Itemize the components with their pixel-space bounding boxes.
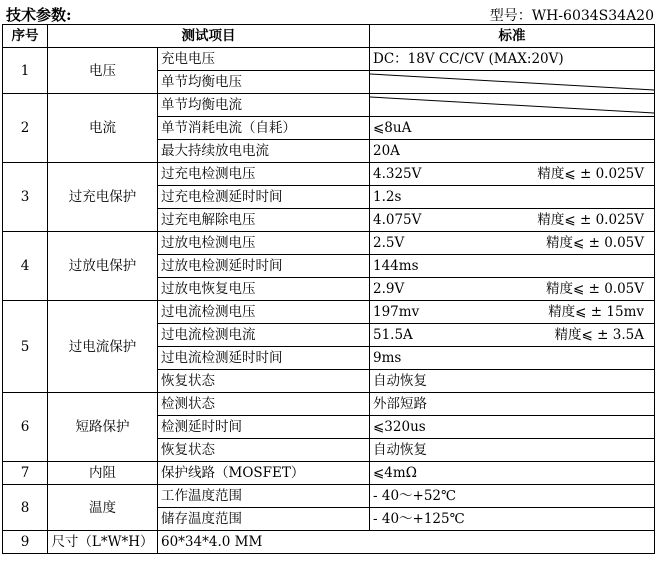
test-item: 过充电保护 [48, 163, 158, 232]
standard-cell [370, 485, 655, 508]
standard-cell [370, 462, 655, 485]
not-applicable-slash [370, 94, 654, 116]
standard-cell [370, 71, 655, 94]
not-applicable-slash [370, 71, 654, 93]
standard-value: 1.2s [373, 189, 402, 205]
parameter-name: 充电电压 [158, 48, 370, 71]
standard-value: ⩽320us [373, 419, 426, 435]
standard-cell [370, 232, 655, 255]
standard-value: 外部短路 [373, 396, 427, 412]
table-row [3, 301, 655, 324]
row-number: 8 [3, 485, 48, 531]
spec-table [2, 24, 655, 554]
parameter-name: 过充电检测延时时间 [158, 186, 370, 209]
test-item: 过放电保护 [48, 232, 158, 301]
standard-value: 197mv [373, 304, 420, 320]
accuracy-note: 精度⩽ ± 3.5A [554, 327, 644, 343]
standard-cell [370, 439, 655, 462]
parameter-name: 过充电检测电压 [158, 163, 370, 186]
header-item: 测试项目 [48, 25, 370, 48]
standard-cell [370, 416, 655, 439]
standard-value: 4.325V [373, 166, 422, 182]
standard-cell [370, 324, 655, 347]
table-row [3, 485, 655, 508]
standard-value: 51.5A [373, 327, 413, 343]
model-number: 型号：WH-6034S34A20 [489, 8, 654, 24]
parameter-name: 恢复状态 [158, 370, 370, 393]
standard-value: - 40～+125℃ [373, 511, 465, 527]
table-row [3, 531, 655, 554]
row-number: 9 [3, 531, 48, 554]
accuracy-note: 精度⩽ ± 0.05V [545, 235, 644, 251]
row-number: 5 [3, 301, 48, 393]
standard-value: ⩽4mΩ [373, 465, 417, 481]
parameter-name: 过电流检测延时时间 [158, 347, 370, 370]
standard-value: 9ms [373, 350, 402, 366]
parameter-name: 工作温度范围 [158, 485, 370, 508]
header-no: 序号 [3, 25, 48, 48]
row-number: 3 [3, 163, 48, 232]
standard-cell [370, 186, 655, 209]
table-row [3, 232, 655, 255]
parameter-name: 储存温度范围 [158, 508, 370, 531]
size-value: 60*34*4.0 MM [158, 531, 655, 554]
standard-cell [370, 347, 655, 370]
standard-cell [370, 94, 655, 117]
parameter-name: 最大持续放电电流 [158, 140, 370, 163]
test-item: 内阻 [48, 462, 158, 485]
table-header-row [3, 25, 655, 48]
table-row [3, 48, 655, 71]
standard-cell [370, 508, 655, 531]
parameter-name: 过放电检测延时时间 [158, 255, 370, 278]
parameter-name: 检测延时时间 [158, 416, 370, 439]
standard-cell [370, 117, 655, 140]
standard-value: 2.9V [373, 281, 405, 297]
section-title: 技术参数: [6, 6, 72, 24]
parameter-name: 过电流检测电压 [158, 301, 370, 324]
parameter-name: 单节均衡电压 [158, 71, 370, 94]
standard-cell [370, 209, 655, 232]
standard-value: 自动恢复 [373, 373, 427, 389]
accuracy-note: 精度⩽ ± 15mv [548, 304, 644, 320]
test-item: 过电流保护 [48, 301, 158, 393]
standard-value: - 40～+52℃ [373, 488, 457, 504]
test-item: 温度 [48, 485, 158, 531]
parameter-name: 过放电检测电压 [158, 232, 370, 255]
parameter-name: 单节消耗电流（自耗） [158, 117, 370, 140]
row-number: 7 [3, 462, 48, 485]
table-body [3, 48, 655, 554]
standard-value: DC：18V CC/CV (MAX:20V) [373, 51, 564, 67]
standard-cell [370, 393, 655, 416]
standard-value: ⩽8uA [373, 120, 412, 136]
standard-value: 144ms [373, 258, 419, 274]
standard-value: 20A [373, 143, 400, 159]
table-row [3, 462, 655, 485]
row-number: 2 [3, 94, 48, 163]
accuracy-note: 精度⩽ ± 0.05V [545, 281, 644, 297]
parameter-name: 过放电恢复电压 [158, 278, 370, 301]
standard-value: 4.075V [373, 212, 422, 228]
standard-value: 2.5V [373, 235, 405, 251]
row-number: 1 [3, 48, 48, 94]
parameter-name: 单节均衡电流 [158, 94, 370, 117]
table-row [3, 94, 655, 117]
accuracy-note: 精度⩽ ± 0.025V [537, 212, 644, 228]
standard-cell [370, 255, 655, 278]
standard-value: 自动恢复 [373, 442, 427, 458]
row-number: 4 [3, 232, 48, 301]
header-standard: 标准 [370, 25, 655, 48]
test-item: 短路保护 [48, 393, 158, 462]
parameter-name: 恢复状态 [158, 439, 370, 462]
test-item: 电压 [48, 48, 158, 94]
table-row [3, 393, 655, 416]
standard-cell [370, 370, 655, 393]
accuracy-note: 精度⩽ ± 0.025V [537, 166, 644, 182]
standard-cell [370, 301, 655, 324]
table-row [3, 163, 655, 186]
parameter-name: 检测状态 [158, 393, 370, 416]
parameter-name: 过充电解除电压 [158, 209, 370, 232]
test-item: 尺寸（L*W*H） [48, 531, 158, 554]
standard-cell [370, 163, 655, 186]
standard-cell [370, 140, 655, 163]
standard-cell [370, 48, 655, 71]
parameter-name: 保护线路（MOSFET） [158, 462, 370, 485]
row-number: 6 [3, 393, 48, 462]
test-item: 电流 [48, 94, 158, 163]
parameter-name: 过电流检测电流 [158, 324, 370, 347]
standard-cell [370, 278, 655, 301]
